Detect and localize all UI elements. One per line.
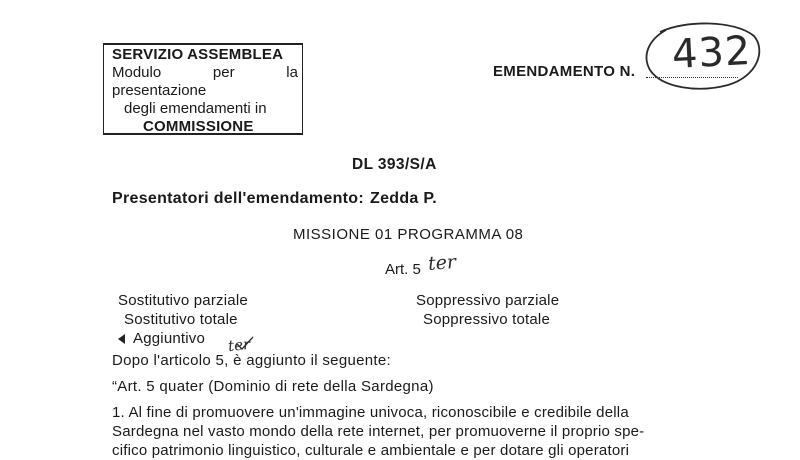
option-sostitutivo-totale: Sostitutivo totale	[124, 311, 238, 328]
handwritten-check-icon	[236, 336, 254, 350]
paragraph-line-2: Sardegna nel vasto mondo della rete internet, per promuoverne il proprio spe-	[112, 423, 645, 440]
amendment-number: 432	[670, 27, 753, 79]
service-title: SERVIZIO ASSEMBLEA	[112, 46, 284, 63]
new-article-title: “Art. 5 quater (Dominio di rete della Sardegna)	[112, 378, 434, 395]
dopo-articolo-text: Dopo l'articolo 5, è aggiunto il seguente:	[112, 352, 391, 369]
option-aggiuntivo	[118, 330, 205, 347]
presenters-name: Zedda P.	[370, 190, 438, 207]
mission-program: MISSIONE 01 PROGRAMMA 08	[293, 226, 524, 243]
article-paragraph	[112, 403, 697, 460]
article-handwritten-suffix: ter	[427, 251, 457, 275]
article-reference: Art. 5	[385, 261, 421, 278]
option-sostitutivo-parziale: Sostitutivo parziale	[118, 292, 248, 309]
service-line-modulo	[112, 64, 298, 81]
presenters-separator: :	[358, 190, 364, 207]
service-line-presentazione: presentazione	[112, 82, 207, 99]
paragraph-line-1: 1. Al fine di promuovere un'immagine univoca, riconoscibile e credibile della	[112, 404, 629, 421]
service-word-modulo: Modulo	[112, 64, 162, 81]
paragraph-line-3: cifico patrimonio linguistico, culturale e ambientale e per dotare gli operatori	[112, 442, 630, 459]
presenters-label: Presentatori dell'emendamento	[112, 190, 359, 207]
option-soppressivo-parziale: Soppressivo parziale	[416, 292, 560, 309]
dl-code: DL 393/S/A	[352, 156, 437, 173]
amendment-label: EMENDAMENTO N.	[493, 63, 636, 80]
service-line-commissione: COMMISSIONE	[143, 118, 254, 135]
service-word-la: la	[286, 64, 298, 81]
option-soppressivo-totale: Soppressivo totale	[423, 311, 551, 328]
service-line-emendamenti: degli emendamenti in	[124, 100, 267, 117]
selected-arrow-icon	[118, 334, 125, 344]
presenters-line	[112, 190, 437, 208]
dopo-handwritten-suffix: ter	[227, 334, 251, 356]
service-word-per: per	[212, 64, 235, 81]
option-aggiuntivo-label: Aggiuntivo	[133, 330, 206, 347]
